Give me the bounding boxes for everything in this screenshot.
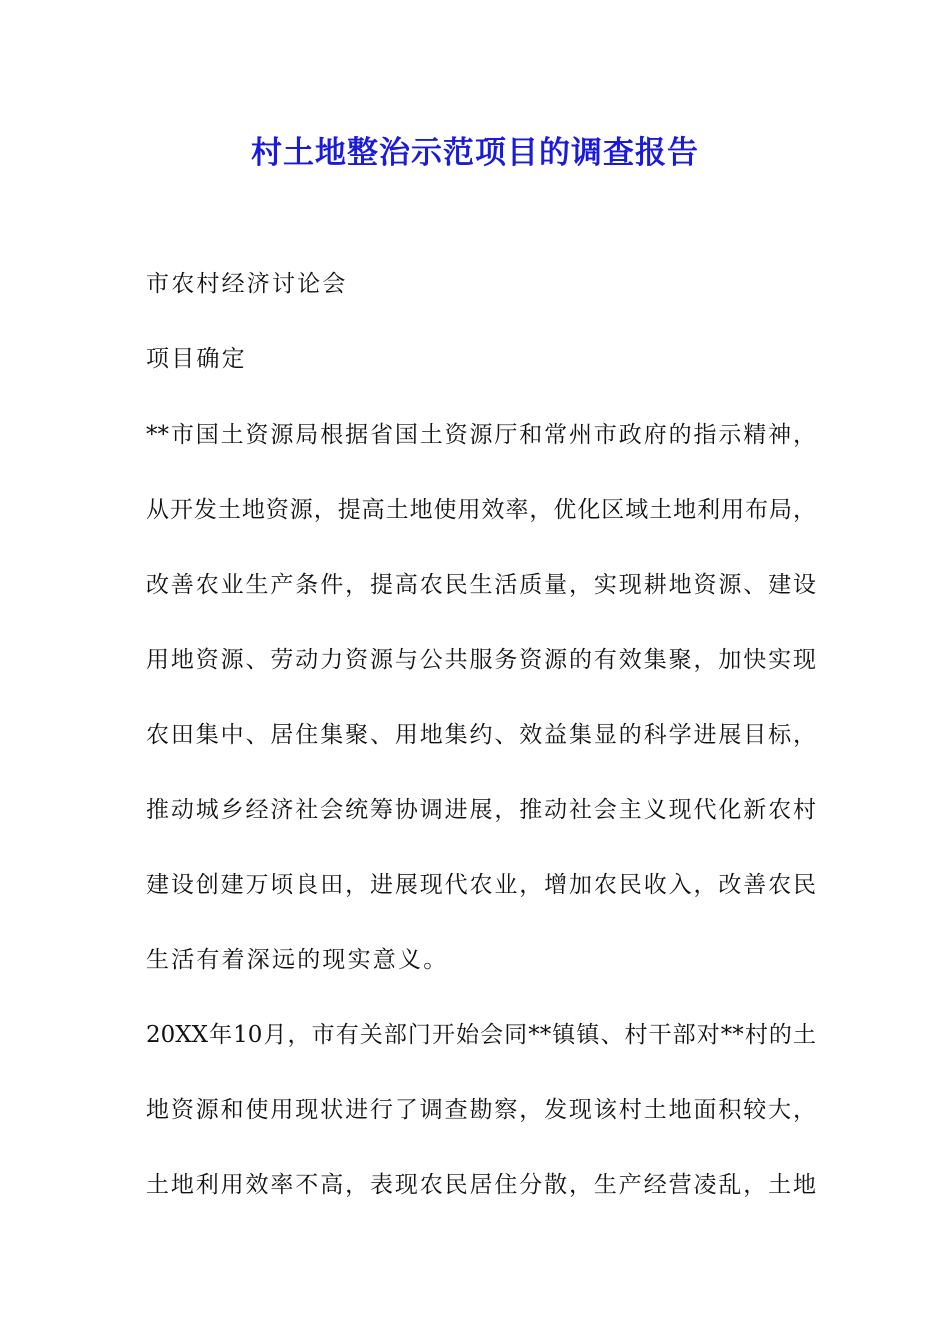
body-line: 从开发土地资源，提高土地使用效率，优化区域土地利用布局，: [146, 497, 816, 523]
body-line: 改善农业生产条件，提高农民生活质量，实现耕地资源、建设: [146, 572, 816, 598]
body-line: 土地利用效率不高，表现农民居住分散，生产经营凌乱，土地: [146, 1172, 816, 1198]
body-line: 农田集中、居住集聚、用地集约、效益集显的科学进展目标，: [146, 722, 816, 748]
body-line: 地资源和使用现状进行了调查勘察，发现该村土地面积较大，: [146, 1097, 816, 1123]
document-title: 村土地整治示范项目的调查报告: [251, 135, 699, 171]
author-line: 市农村经济讨论会: [146, 271, 348, 297]
body-line: 推动城乡经济社会统筹协调进展，推动社会主义现代化新农村: [146, 797, 816, 823]
body-line: 20XX年10月，市有关部门开始会同**镇镇、村干部对**村的土: [146, 1022, 816, 1048]
body-line: **市国土资源局根据省国土资源厅和常州市政府的指示精神，: [146, 422, 816, 448]
body-line: 用地资源、劳动力资源与公共服务资源的有效集聚，加快实现: [146, 647, 816, 673]
section-heading: 项目确定: [146, 346, 247, 372]
body-line: 生活有着深远的现实意义。: [146, 947, 449, 973]
body-line: 建设创建万顷良田，进展现代农业，增加农民收入，改善农民: [146, 872, 816, 898]
